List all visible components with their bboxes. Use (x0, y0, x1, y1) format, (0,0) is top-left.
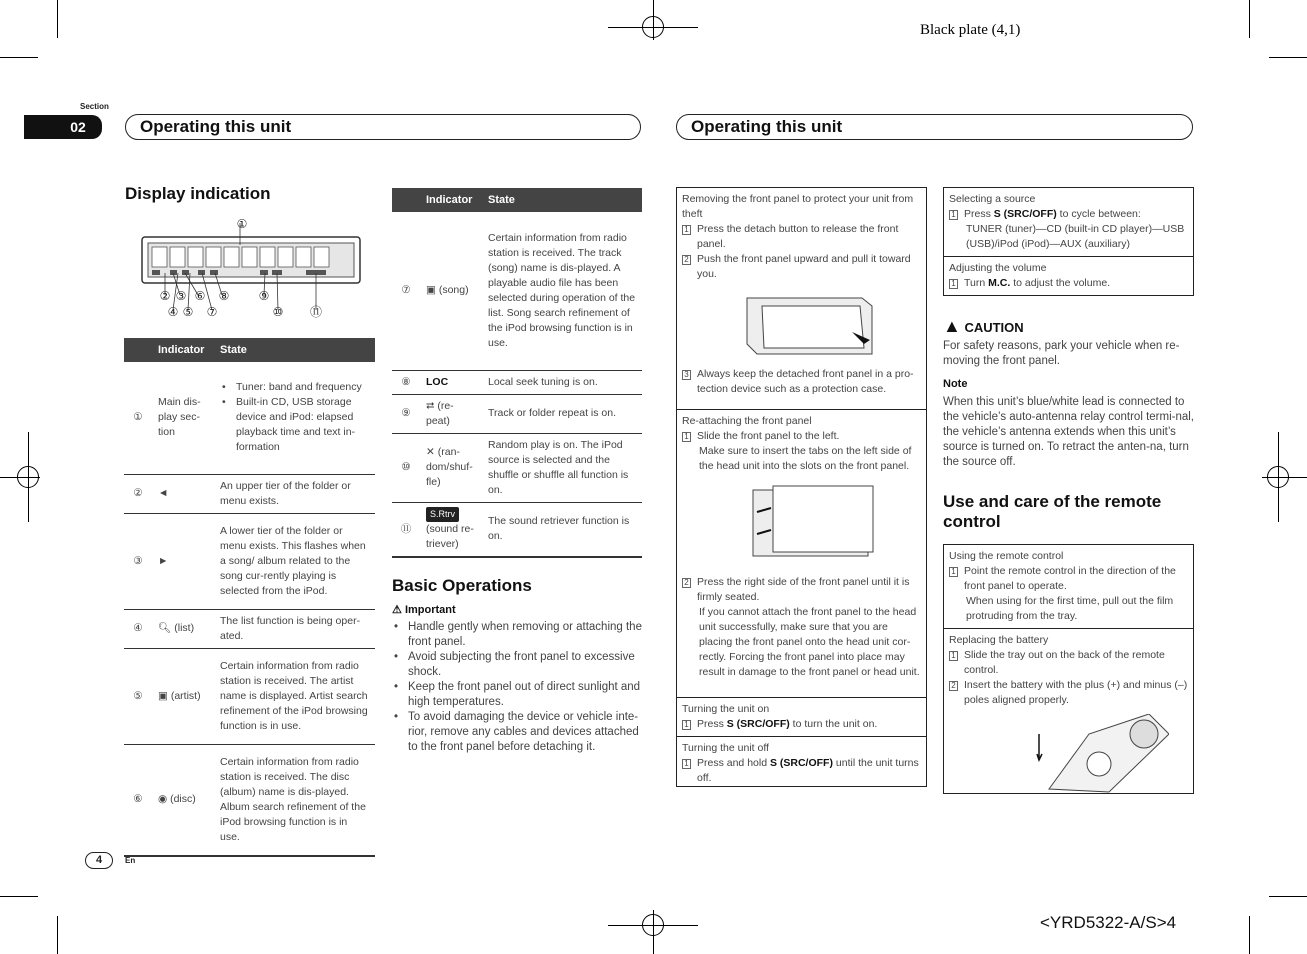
shuffle-icon: ✕ (426, 446, 435, 458)
remote-control-heading: Use and care of the remote control (943, 492, 1162, 531)
crop-mark (1249, 916, 1250, 954)
table-row: ① Main dis-play sec-tion • Tuner: band and frequency • Built-in CD, USB storage device and iPod: elapsed playback time and text in-formation (124, 362, 375, 474)
crop-mark (1269, 896, 1307, 897)
front-panel-removal-illustration (742, 292, 921, 367)
note-heading: Note (943, 378, 968, 390)
list-item: • Keep the front panel out of direct sunlight and high temperatures. (392, 680, 642, 710)
table-row: ⑩ ✕ (ran-dom/shuf-fle) Random play is on. The iPod source is selected and the shuffle or shuffle all function is on. (392, 433, 642, 502)
list-item: • To avoid damaging the device or vehicle inte-rior, remove any cables and devices attached to the front panel before detaching it. (392, 710, 642, 755)
indicator-table-2 (392, 188, 642, 558)
sound-retriever-icon: S.Rtrv (426, 507, 459, 522)
crop-mark (57, 916, 58, 954)
page-title-left: Operating this unit (125, 114, 641, 140)
table-row: ⑦ ▣ (song) Certain information from radio station is received. The track (song) name is dis-played. A playable audio file has been selected during operation of the list. Song search refinement of the iPod browsing function is in use. (392, 212, 642, 370)
table-row: ④ 🔍︎ (list) The list function is being oper-ated. (124, 609, 375, 648)
table-row: ⑥ ◉ (disc) Certain information from radio station is received. The disc (album) name is dis-played. Album search refinement of the iPod browsing function is in use. (124, 744, 375, 856)
col-header-state: State (482, 188, 642, 212)
front-panel-attach-illustration (747, 482, 921, 567)
artist-icon: ▣ (158, 689, 168, 702)
section-label: Section (80, 102, 109, 111)
page-title-right: Operating this unit (676, 114, 1193, 140)
crop-mark (1269, 57, 1307, 58)
callout-6: ⑥ (194, 289, 206, 303)
battery-illustration (1029, 714, 1188, 799)
song-icon: ▣ (426, 284, 436, 297)
crop-mark (1249, 0, 1250, 38)
table-row: ② ◄ An upper tier of the folder or menu exists. (124, 474, 375, 513)
warning-icon: ▲ (943, 316, 961, 336)
crop-mark (0, 57, 38, 58)
source-volume-box: Selecting a source 1 Press S (SRC/OFF) to cycle between: TUNER (tuner)—CD (built-in CD player)—USB (USB)/iPod (iPod)—AUX (auxiliary) Adjusting the volume 1 Turn M.C. to adjust the volume. (943, 187, 1194, 296)
section-number: 02 (24, 115, 102, 139)
plate-label: Black plate (4,1) (920, 22, 1021, 38)
document-code: <YRD5322-A/S>4 (1040, 913, 1177, 932)
important-label: ⚠ Important (392, 604, 456, 616)
language-label: En (125, 856, 136, 865)
list-item: • Handle gently when removing or attaching the front panel. (392, 620, 642, 650)
table-row: ⑧ LOC Local seek tuning is on. (392, 370, 642, 394)
table-row: ⑤ ▣ (artist) Certain information from radio station is received. The artist name is displayed. Artist search refinement of the iPod browsing function is in use. (124, 648, 375, 744)
col-header-indicator: Indicator (152, 338, 214, 362)
front-panel-box: Removing the front panel to protect your unit from theft 1 Press the detach button to release the front panel. 2 Push the front panel upward and pull it toward you. 3 Always keep the detached front panel in a pro-tection device such as a protection case. Re-attaching the front panel 1 Slide the front panel to the left. Make sure to insert the tabs on the left side of the head unit into the slots on the front panel. 2 Press the right side of the front panel until it is firmly seated. If you cannot attach the front panel to the head unit successfully, make sure that you are placing the front panel onto the head unit cor-rectly. Forcing the front panel into place may result in damage to the front panel or head unit. Turning the unit on 1 Press S (SRC/OFF) to turn the unit on. Turning the unit off 1 Press and hold S (SRC/OFF) until the unit turns off. (676, 187, 927, 787)
callout-8: ⑧ (218, 289, 230, 303)
important-list (392, 620, 642, 755)
display-diagram (140, 215, 370, 325)
crop-mark (0, 896, 38, 897)
remote-control-box: Using the remote control 1 Point the remote control in the direction of the front panel to operate. When using for the first time, pull out the film protruding from the tray. Replacing the battery 1 Slide the tray out on the back of the remote control. 2 Insert the battery with the plus (+) and minus (–) poles aligned properly. (943, 544, 1194, 794)
callout-1: ① (236, 217, 248, 231)
list-item: • Avoid subjecting the front panel to excessive shock. (392, 650, 642, 680)
list-icon: 🔍︎ (158, 622, 172, 634)
callout-4: ④ (167, 305, 179, 319)
callout-2: ② (159, 289, 171, 303)
important-icon: ⚠ (392, 604, 402, 616)
disc-icon: ◉ (158, 793, 168, 806)
table-row: ③ ► A lower tier of the folder or menu exists. This flashes when a song/ album related to the song cur-rently playing is selected from the iPod. (124, 513, 375, 609)
callout-7: ⑦ (206, 305, 218, 319)
caution-heading: ▲ CAUTION (943, 316, 1024, 336)
indicator-table-1 (124, 338, 375, 857)
callout-9: ⑨ (258, 289, 270, 303)
callout-10: ⑩ (272, 305, 284, 319)
caution-text: For safety reasons, park your vehicle when re-moving the front panel. (943, 340, 1180, 367)
note-text: When this unit’s blue/white lead is connected to the vehicle’s auto-antenna relay control termi-nal, the vehicle’s antenna extends when this unit’s source is turned on. To retract the anten-na, turn the source off. (943, 396, 1195, 468)
repeat-icon: ⮂ (426, 399, 435, 412)
table-row: ⑨ ⮂ (re-peat) Track or folder repeat is on. (392, 394, 642, 433)
callout-5: ⑤ (182, 305, 194, 319)
col-header-state: State (214, 338, 375, 362)
callout-11: ⑪ (309, 305, 323, 319)
basic-operations-heading: Basic Operations (392, 576, 532, 595)
callout-3: ③ (175, 289, 187, 303)
display-indication-heading: Display indication (125, 184, 271, 203)
page-number: 4 (85, 852, 113, 869)
table-row: ⑪ S.Rtrv (sound re-triever) The sound retriever function is on. (392, 502, 642, 557)
col-header-indicator: Indicator (420, 188, 482, 212)
crop-mark (57, 0, 58, 38)
